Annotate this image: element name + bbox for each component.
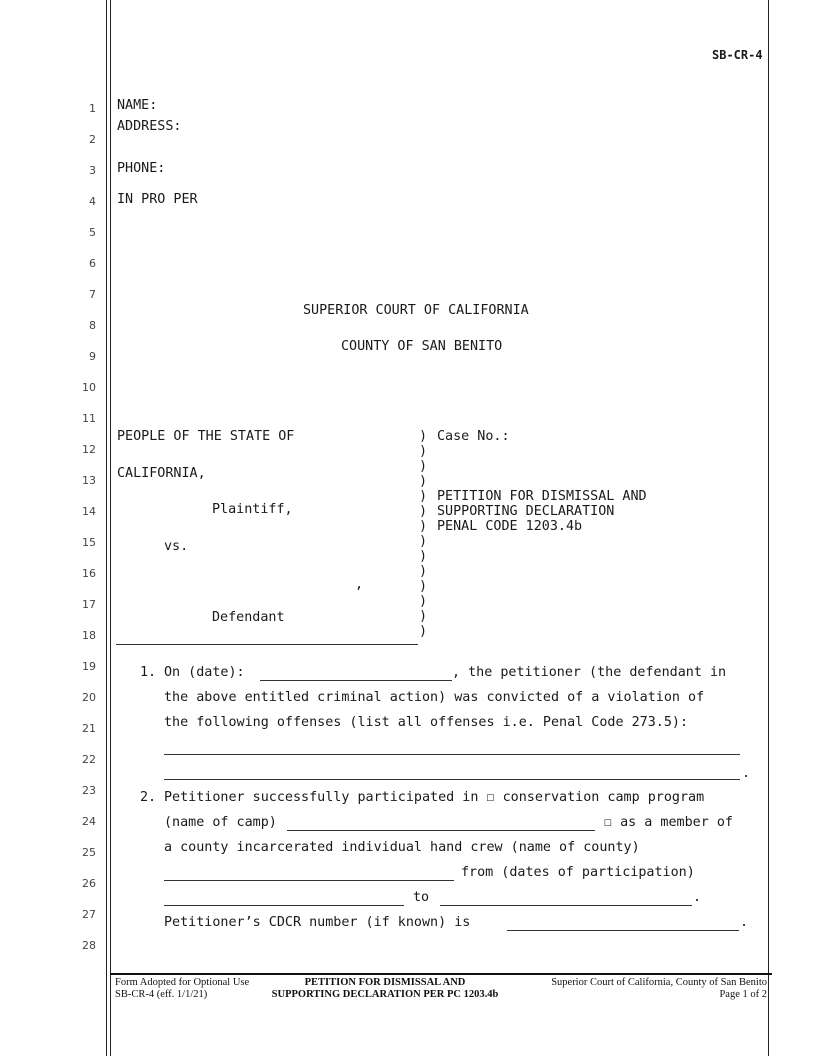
caption-bottom-rule bbox=[116, 644, 418, 645]
court-name: SUPERIOR COURT OF CALIFORNIA bbox=[303, 303, 529, 318]
footer-rule bbox=[110, 973, 772, 975]
camp-name-label: (name of camp) bbox=[164, 815, 277, 830]
line-number: 8 bbox=[89, 319, 96, 332]
item-2-line-3: a county incarcerated individual hand crew (name of county) bbox=[164, 840, 640, 855]
people-line-1: PEOPLE OF THE STATE OF bbox=[117, 429, 295, 444]
dates-period: . bbox=[693, 890, 702, 905]
line-number: 27 bbox=[82, 908, 96, 921]
left-margin-rule-inner bbox=[110, 0, 111, 1056]
footer-left-line-2: SB-CR-4 (eff. 1/1/21) bbox=[115, 989, 208, 1000]
vs-label: vs. bbox=[164, 539, 189, 554]
camp-name-field[interactable] bbox=[287, 830, 595, 831]
footer-left-line-1: Form Adopted for Optional Use bbox=[115, 977, 250, 988]
footer-page-number: Page 1 of 2 bbox=[719, 989, 767, 1000]
line-number: 2 bbox=[89, 133, 96, 146]
line-number: 10 bbox=[82, 381, 96, 394]
line-number: 17 bbox=[82, 598, 96, 611]
county-name-field[interactable] bbox=[164, 880, 454, 881]
document-title-line-2: SUPPORTING DECLARATION bbox=[437, 504, 615, 519]
footer-right-line-1: Superior Court of California, County of San Benito bbox=[551, 977, 767, 988]
line-number: 23 bbox=[82, 784, 96, 797]
defendant-name-comma: , bbox=[355, 577, 364, 592]
name-label: NAME: bbox=[117, 98, 158, 113]
cdcr-number-field[interactable] bbox=[507, 930, 739, 931]
document-title-line-3: PENAL CODE 1203.4b bbox=[437, 519, 583, 534]
line-number: 16 bbox=[82, 567, 96, 580]
hand-crew-checkbox-text[interactable]: ☐ as a member of bbox=[604, 815, 733, 830]
line-number: 18 bbox=[82, 629, 96, 642]
footer-center-line-2: SUPPORTING DECLARATION PER PC 1203.4b bbox=[271, 989, 499, 1000]
line-number: 12 bbox=[82, 443, 96, 456]
footer-center bbox=[250, 977, 520, 1001]
conviction-date-field[interactable] bbox=[260, 680, 452, 681]
item-1-line-2: the above entitled criminal action) was convicted of a violation of bbox=[164, 690, 705, 705]
footer-left bbox=[115, 977, 249, 1001]
cdcr-number-label: Petitioner’s CDCR number (if known) is bbox=[164, 915, 471, 930]
line-number: 11 bbox=[82, 412, 96, 425]
footer-right bbox=[520, 977, 767, 1001]
in-pro-per: IN PRO PER bbox=[117, 192, 198, 207]
line-number: 5 bbox=[89, 226, 96, 239]
case-number-label: Case No.: bbox=[437, 429, 510, 444]
offenses-field-line-2[interactable] bbox=[164, 779, 740, 780]
line-number: 14 bbox=[82, 505, 96, 518]
participation-end-field[interactable] bbox=[440, 905, 692, 906]
item-1-number: 1. bbox=[140, 665, 157, 680]
left-margin-rule-outer bbox=[106, 0, 107, 1056]
line-number: 13 bbox=[82, 474, 96, 487]
line-number: 21 bbox=[82, 722, 96, 735]
line-number: 4 bbox=[89, 195, 96, 208]
plaintiff-label: Plaintiff, bbox=[212, 502, 293, 517]
participation-start-field[interactable] bbox=[164, 905, 404, 906]
line-number: 6 bbox=[89, 257, 96, 270]
people-line-2: CALIFORNIA, bbox=[117, 466, 206, 481]
item-1-line-3: the following offenses (list all offenses i.e. Penal Code 273.5): bbox=[164, 715, 689, 730]
line-number: 7 bbox=[89, 288, 96, 301]
line-number: 19 bbox=[82, 660, 96, 673]
item-1-text: , the petitioner (the defendant in bbox=[452, 665, 727, 680]
form-code: SB-CR-4 bbox=[712, 48, 763, 62]
item-2-number: 2. bbox=[140, 790, 157, 805]
phone-label: PHONE: bbox=[117, 161, 166, 176]
item-1-date-label: On (date): bbox=[164, 665, 245, 680]
line-number: 3 bbox=[89, 164, 96, 177]
document-title-line-1: PETITION FOR DISMISSAL AND bbox=[437, 489, 647, 504]
line-number: 9 bbox=[89, 350, 96, 363]
line-number: 22 bbox=[82, 753, 96, 766]
court-county: COUNTY OF SAN BENITO bbox=[341, 339, 503, 354]
line-number: 28 bbox=[82, 939, 96, 952]
address-label: ADDRESS: bbox=[117, 119, 182, 134]
line-number: 20 bbox=[82, 691, 96, 704]
footer-center-line-1: PETITION FOR DISMISSAL AND bbox=[304, 977, 466, 988]
line-number: 1 bbox=[89, 102, 96, 115]
offenses-period: . bbox=[742, 766, 751, 781]
line-number: 26 bbox=[82, 877, 96, 890]
participation-dates-label: from (dates of participation) bbox=[461, 865, 695, 880]
line-number: 15 bbox=[82, 536, 96, 549]
defendant-label: Defendant bbox=[212, 610, 285, 625]
cdcr-period: . bbox=[740, 915, 749, 930]
to-label: to bbox=[413, 890, 430, 905]
right-margin-rule bbox=[768, 0, 769, 1056]
line-number: 25 bbox=[82, 846, 96, 859]
line-number: 24 bbox=[82, 815, 96, 828]
item-2-line-1: Petitioner successfully participated in ☐ conservation camp program bbox=[164, 790, 705, 805]
offenses-field-line-1[interactable] bbox=[164, 754, 740, 755]
